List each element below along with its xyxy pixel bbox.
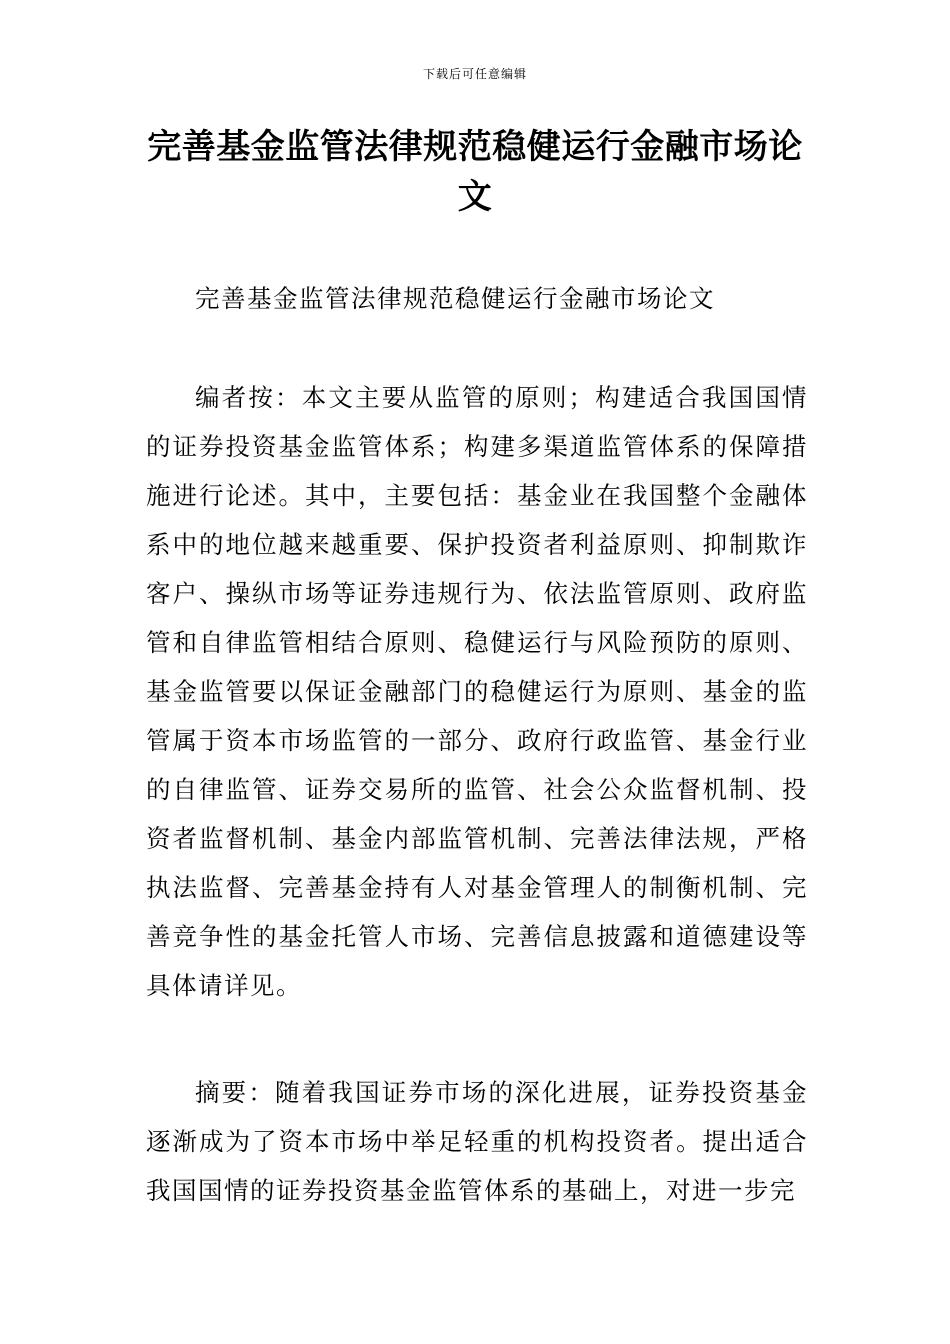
editor-note-paragraph: 编者按：本文主要从监管的原则；构建适合我国国情的证券投资基金监管体系；构建多渠道监管体系的保障措施进行论述。其中，主要包括：基金业在我国整个金融体系中的地位越来越重要、保护投资者利益原则、抑制欺诈客户、操纵市场等证券违规行为、依法监管原则、政府监管和自律监管相结合原则、稳健运行与风险预防的原则、基金监管要以保证金融部门的稳健运行为原则、基金的监管属于资本市场监管的一部分、政府行政监管、基金行业的自律监管、证券交易所的监管、社会公众监督机制、投资者监督机制、基金内部监管机制、完善法律法规，严格执法监督、完善基金持有人对基金管理人的制衡机制、完善竞争性的基金托管人市场、完善信息披露和道德建设等具体请详见。	[146, 383, 808, 1000]
document-title: 完善基金监管法律规范稳健运行金融市场论文	[147, 127, 803, 217]
document-subtitle: 完善基金监管法律规范稳健运行金融市场论文	[195, 284, 715, 313]
header-note: 下载后可任意编辑	[422, 67, 527, 81]
abstract-paragraph: 摘要：随着我国证券市场的深化进展，证券投资基金逐渐成为了资本市场中举足轻重的机构投资者。提出适合我国国情的证券投资基金监管体系的基础上，对进一步完	[146, 1078, 808, 1205]
